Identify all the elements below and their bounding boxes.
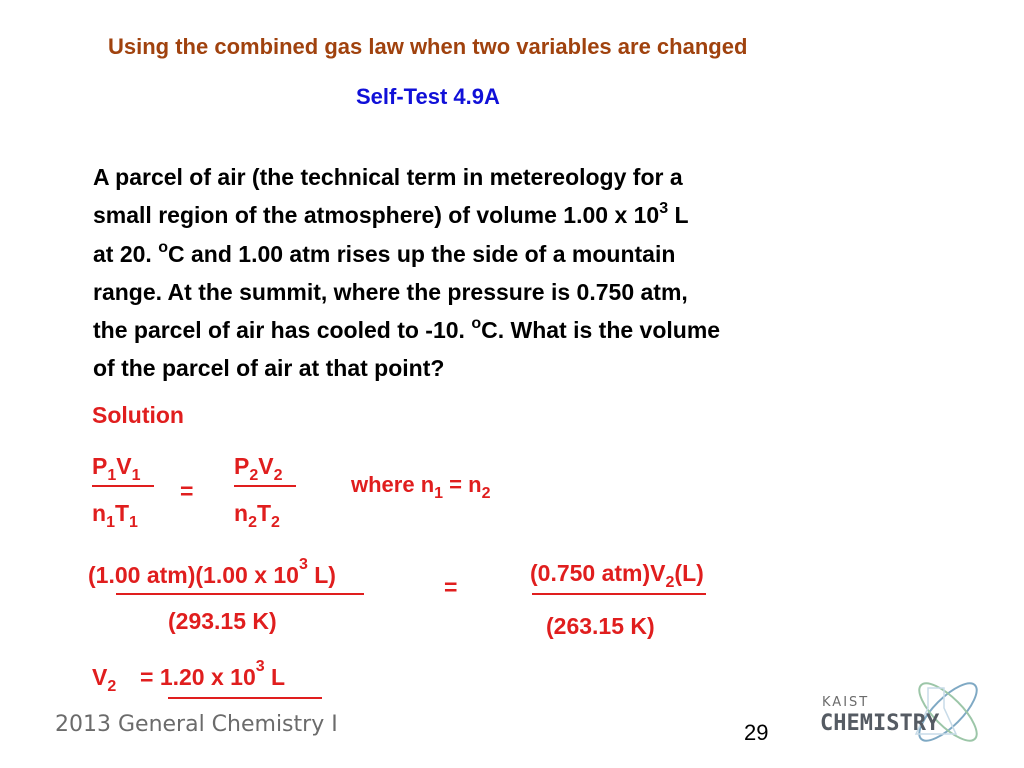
kaist-chemistry-logo xyxy=(808,662,998,758)
eq1-condition: where $n_1 = n_2$ xyxy=(351,472,491,502)
eq1-right-fraction-bar xyxy=(234,485,296,487)
eq1-equals: = xyxy=(180,478,194,504)
eq1-left-fraction-bar xyxy=(92,485,154,487)
result-underline xyxy=(168,697,322,699)
problem-line: the parcel of air has cooled to -10. $^o$C. What is the volume xyxy=(93,315,721,344)
eq2-left-fraction-bar xyxy=(116,593,364,595)
problem-line: at 20. $^o$C and 1.00 atm rises up the side of a mountain xyxy=(93,238,676,267)
eq1-left-denominator: $n_1T_1$ xyxy=(92,500,138,531)
eq2-right-denominator: (263.15 K) xyxy=(546,613,655,639)
page-number: 29 xyxy=(744,720,769,745)
logo-bottom-text: CHEMISTRY xyxy=(820,711,940,736)
slide-title: Using the combined gas law when two variables are changed xyxy=(108,34,748,59)
problem-line: A parcel of air (the technical term in metereology for a xyxy=(93,164,683,190)
eq1-right-numerator: $P_2V_2$ xyxy=(234,453,283,484)
eq2-equals: = xyxy=(444,574,458,600)
footer-course: 2013 General Chemistry I xyxy=(55,712,338,737)
eq2-right-numerator: (0.750 $atm)V_2(L)$ xyxy=(530,560,704,591)
result-value: = 1.20 x $10^3$ L xyxy=(140,658,286,690)
problem-line: small region of the atmosphere) of volume 1.00 x $10^3$ L xyxy=(93,200,689,229)
slide-subtitle: Self-Test 4.9A xyxy=(356,84,500,109)
problem-line: range. At the summit, where the pressure is 0.750 atm, xyxy=(93,278,688,305)
problem-line: of the parcel of air at that point? xyxy=(93,355,445,382)
eq2-left-numerator: (1.00 atm)(1.00 x $10^3$ L) xyxy=(88,556,336,588)
eq2-left-denominator: (293.15 K) xyxy=(168,608,277,634)
problem-text xyxy=(93,158,923,388)
result-variable: $V_2$ xyxy=(92,664,117,695)
logo-top-text: KAIST xyxy=(822,695,870,710)
eq1-right-denominator: $n_2T_2$ xyxy=(234,500,280,531)
eq2-right-fraction-bar xyxy=(532,593,706,595)
eq1-left-numerator: $P_1V_1$ xyxy=(92,453,141,484)
solution-label: Solution xyxy=(92,402,184,428)
